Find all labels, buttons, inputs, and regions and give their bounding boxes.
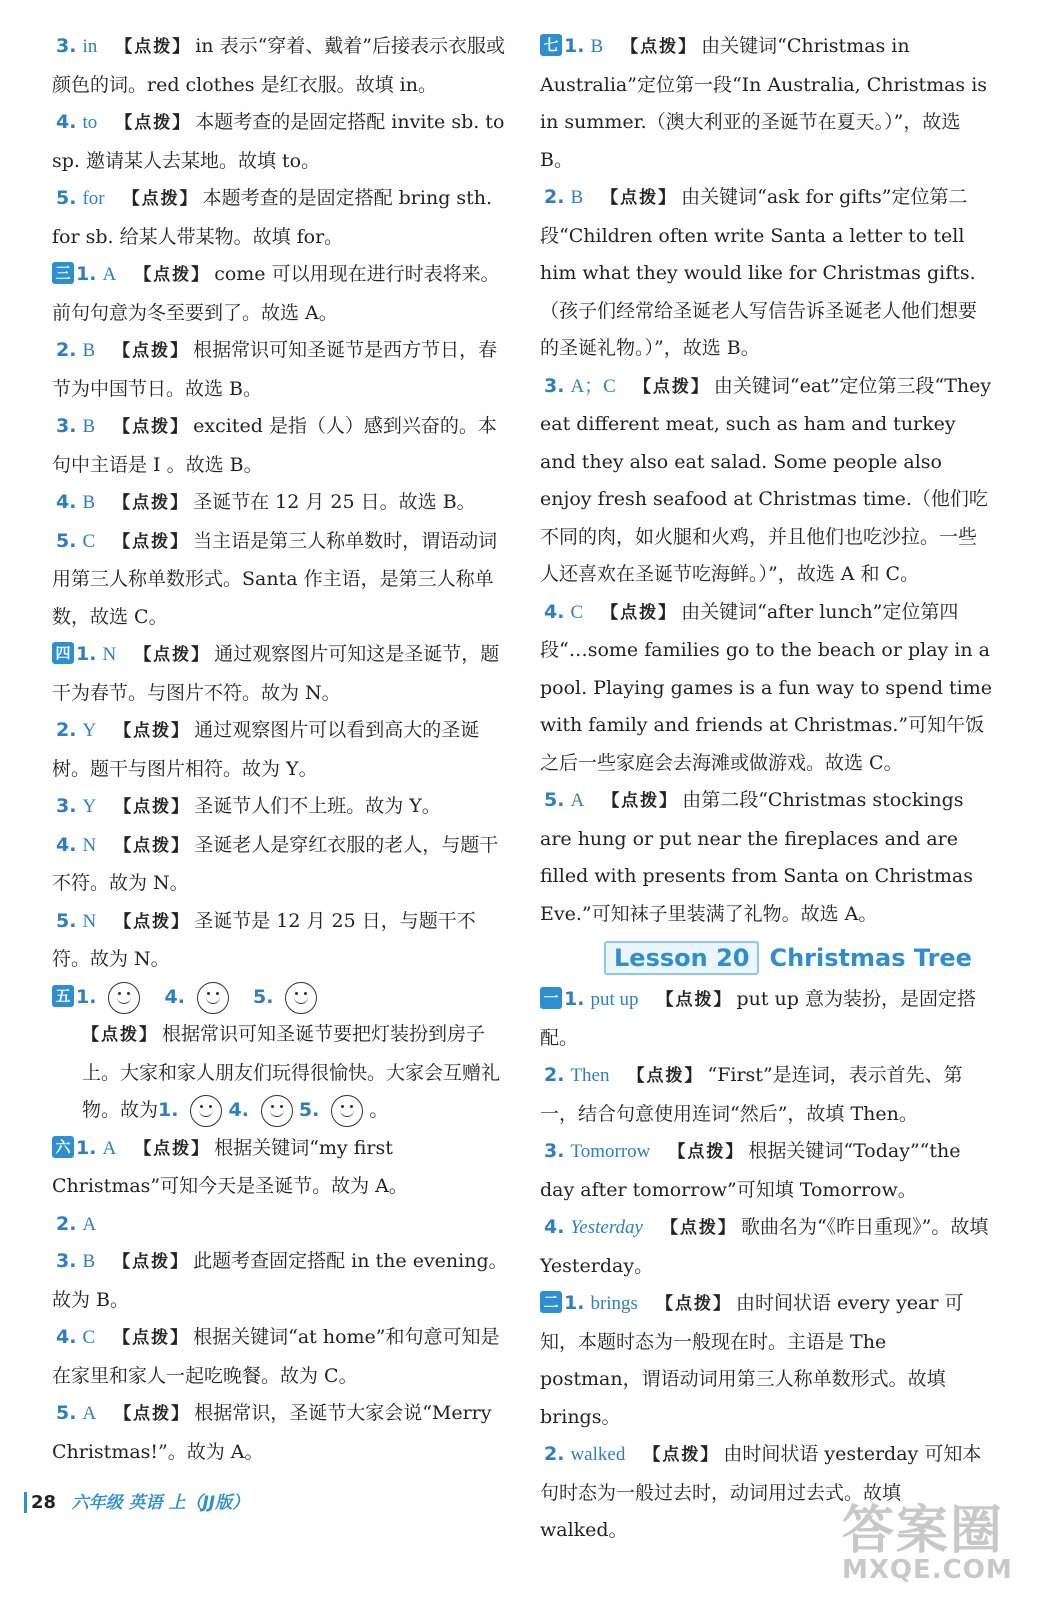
hint-text: 根据关键词“at home”和句意可知是在家里和家人一起吃晚餐。故为 C。 — [52, 1326, 500, 1387]
answer-item — [52, 523, 512, 637]
hint-tag: 【点拨】 — [114, 797, 191, 817]
left-answer-list — [52, 28, 512, 979]
answer-item — [540, 1285, 992, 1436]
hint-text: “First”是连词，表示首先、第一，结合句意使用连词“然后”，故填 Then。 — [540, 1064, 963, 1125]
hint-text: 当主语是第三人称单数时，谓语动词用第三人称单数形式。Santa 作主语，是第三人称单数，故选 C。 — [52, 529, 498, 628]
answer-item — [540, 1133, 992, 1209]
item-number: 3. — [56, 415, 77, 437]
answer-value: N — [82, 910, 97, 932]
item-number: 5. — [56, 187, 77, 209]
smiley-icon — [285, 982, 317, 1014]
hint-text: 圣诞节人们不上班。故为 Y。 — [194, 795, 441, 817]
hint-text: 圣诞老人是穿红衣服的老人，与题干不符。故为 N。 — [52, 833, 499, 894]
section-six-list — [52, 1130, 512, 1472]
answer-item — [540, 1209, 992, 1285]
answer-item — [52, 827, 512, 903]
hint-text: 本题考查的是固定搭配 invite sb. to sp. 邀请某人去某地。故填 to。 — [52, 111, 505, 172]
item-number: 4. — [544, 1216, 565, 1238]
hint-text: 由关键词“Christmas in Australia”定位第一段“In Australia, Christmas is in summer.（澳大利亚的圣诞节在夏天。）”，故选 B。 — [540, 35, 988, 171]
hint-tag: 【点拨】 — [113, 1328, 190, 1348]
answer-value: N — [82, 834, 97, 856]
hint-text: 根据关键词“my first Christmas”可知今天是圣诞节。故为 A。 — [52, 1136, 408, 1197]
item-number: 4. — [56, 1326, 77, 1348]
section-badge: 五 — [52, 985, 74, 1007]
item-number: 2. — [544, 1064, 565, 1086]
item-number: 1. — [564, 988, 585, 1010]
hint-tag: 【点拨】 — [668, 1142, 745, 1162]
hint-tag: 【点拨】 — [113, 531, 190, 552]
hint-tag: 【点拨】 — [113, 1252, 190, 1272]
hint-text: 通过观察图片可以看到高大的圣诞树。题干与图片相符。故为 Y。 — [52, 719, 480, 780]
section-badge: 四 — [52, 642, 74, 664]
answer-item — [540, 1057, 992, 1133]
answer-value: C — [570, 601, 584, 623]
hint-tag: 【点拨】 — [134, 645, 211, 665]
hint-text: in 表示“穿着、戴着”后接表示衣服或颜色的词。red clothes 是红衣服。故填 in。 — [52, 35, 506, 96]
answer-value: for — [82, 188, 105, 209]
item-number: 2. — [544, 186, 565, 208]
hint-tag: 【点拨】 — [114, 911, 191, 932]
hint-text: 根据关键词“Today”“the day after tomorrow”可知填 Tomorrow。 — [540, 1140, 961, 1201]
section-badge: 二 — [540, 1291, 562, 1313]
item-number: 1. — [76, 985, 97, 1008]
section-badge: 一 — [540, 987, 562, 1009]
hint-text: come 可以用现在进行时表将来。前句句意为冬至要到了。故选 A。 — [52, 263, 500, 324]
hint-tag: 【点拨】 — [621, 37, 698, 57]
item-number: 1. — [76, 643, 97, 665]
hint-tag: 【点拨】 — [643, 1445, 720, 1465]
smiley-icon — [108, 982, 140, 1014]
answer-value: B — [82, 492, 96, 513]
hint-tag: 【点拨】 — [601, 188, 678, 208]
hint-text: 本题考查的是固定搭配 bring sth. for sb. 给某人带某物。故填 for。 — [52, 187, 493, 248]
item-number: 1. — [76, 263, 97, 285]
answer-item — [52, 484, 512, 523]
answer-item — [52, 332, 512, 408]
hint-text: 由关键词“ask for gifts”定位第二段“Children often write Santa a letter to tell him what they would like for Christmas gifts.（孩子们经常给圣诞老人写信告诉圣诞老人他们想要的圣诞礼物。）”，故选 B。 — [540, 186, 978, 359]
answer-value: to — [82, 112, 98, 133]
hint-text: put up 意为装扮，是固定搭配。 — [540, 988, 976, 1049]
watermark-logo: 答案圈 — [842, 1501, 1005, 1561]
item-number: 5. — [56, 1402, 77, 1424]
answer-value: A — [570, 790, 585, 811]
item-number: 4. — [56, 491, 77, 513]
answer-item — [52, 636, 512, 712]
watermark — [842, 1488, 1013, 1585]
hint-tag: 【点拨】 — [601, 602, 678, 623]
page-number: 28 — [24, 1492, 56, 1513]
answer-item — [52, 408, 512, 484]
hint-text: 根据常识可知圣诞节是西方节日，春节为中国节日。故选 B。 — [52, 339, 498, 400]
item-number: 1. — [564, 35, 585, 57]
item-number: 5. — [253, 985, 274, 1008]
smiley-icon — [190, 1095, 222, 1127]
hint-tag: 【点拨】 — [114, 1404, 191, 1424]
answer-item — [540, 981, 992, 1057]
answer-item — [540, 179, 992, 368]
hint-tag: 【点拨】 — [134, 265, 211, 285]
hint-text: 通过观察图片可知这是圣诞节，题干为春节。与图片不符。故为 N。 — [52, 643, 500, 704]
answer-value: A — [82, 1403, 97, 1424]
item-number: 3. — [56, 795, 77, 817]
hint-tag: 【点拨】 — [660, 1218, 737, 1238]
hint-tag: 【点拨】 — [115, 37, 192, 57]
answer-value: A；C — [570, 375, 616, 397]
hint-text: 圣诞节是 12 月 25 日，与题干不符。故为 N。 — [52, 909, 476, 970]
answer-value: Y — [82, 720, 97, 741]
answer-value: B — [590, 36, 604, 57]
answer-value: A — [82, 1213, 97, 1235]
item-number: 1. — [564, 1292, 585, 1314]
hint-text: 根据常识可知圣诞节要把灯装扮到房子上。大家和家人朋友们玩得很愉快。大家会互赠礼物。故为 — [82, 1023, 501, 1121]
answer-value: put up — [590, 989, 639, 1010]
hint-tag: 【点拨】 — [113, 341, 190, 361]
item-number: 4. — [56, 833, 77, 856]
lesson-heading — [604, 941, 992, 975]
answer-value: Tomorrow — [570, 1141, 651, 1162]
answer-value: walked — [570, 1444, 626, 1465]
answer-value: Yesterday — [570, 1217, 643, 1238]
item-number: 5. — [56, 909, 77, 932]
section-five: 五 1. 4. 5. 【点拨】 根据常识可知圣诞节要把灯装扮到房子上。大家和家人朋友们玩得很愉快。大家会互赠礼物。故为1. 4. 5. 。 — [52, 979, 512, 1130]
answer-value: B — [570, 187, 584, 208]
hint-tag: 【点拨】 — [656, 990, 733, 1010]
answer-value: C — [82, 530, 96, 552]
hint-text: 歌曲名为“《昨日重现》”。故填 Yesterday。 — [540, 1216, 989, 1277]
answer-value: A — [102, 264, 117, 285]
hint-tag: 【点拨】 — [113, 493, 190, 513]
smiley-icon — [197, 982, 229, 1014]
hint-tag: 【点拨】 — [115, 113, 192, 133]
answer-item — [52, 1319, 512, 1395]
answer-value: A — [102, 1137, 117, 1159]
section-badge: 三 — [52, 262, 74, 284]
answer-item — [52, 1395, 512, 1471]
answer-value: B — [82, 340, 96, 361]
hint-tag: 【点拨】 — [82, 1025, 158, 1045]
right-answer-list — [540, 28, 992, 933]
hint-text: excited 是指（人）感到兴奋的。本句中主语是 I 。故选 B。 — [52, 415, 497, 476]
answer-item — [540, 782, 992, 933]
item-number: 5. — [56, 529, 77, 552]
hint-text: 由时间状语 yesterday 可知本句时态为一般过去时，动词用过去式。故填 walked。 — [540, 1443, 982, 1541]
answer-item — [52, 180, 512, 256]
answer-value: brings — [590, 1293, 638, 1314]
hint-text: 由关键词“eat”定位第三段“They eat different meat, such as ham and turkey and they also eat salad. Some people also enjoy fresh seafood at Christmas time.（他们吃不同的肉，如火腿和火鸡，并且他们也吃沙拉。一些人还喜欢在圣诞节吃海鲜。）”，故选 A 和 C。 — [540, 374, 992, 585]
hint-tag: 【点拨】 — [114, 835, 191, 856]
answer-item — [52, 28, 512, 104]
item-number: 5. — [544, 789, 565, 811]
item-number: 1. — [76, 1136, 97, 1159]
answer-item — [52, 788, 512, 827]
right-column — [540, 28, 992, 1550]
item-number: 2. — [56, 719, 77, 741]
hint-text: 此题考查固定搭配 in the evening。故为 B。 — [52, 1250, 508, 1311]
item-number: 3. — [56, 35, 77, 57]
section-badge: 六 — [52, 1136, 74, 1158]
hint-tag: 【点拨】 — [134, 1138, 211, 1159]
item-number: 4. — [164, 985, 185, 1008]
book-title: 六年级 英语 上（JJ版） — [71, 1493, 250, 1513]
watermark-url: MXQE.COM — [842, 1555, 1013, 1585]
item-number: 2. — [56, 1212, 77, 1235]
answer-item — [540, 28, 992, 179]
section-badge: 七 — [540, 34, 562, 56]
answer-item — [52, 1206, 512, 1244]
hint-tag: 【点拨】 — [602, 791, 679, 811]
item-number: 3. — [544, 374, 565, 397]
answer-item — [540, 594, 992, 783]
hint-text: 圣诞节在 12 月 25 日。故选 B。 — [193, 491, 476, 513]
hint-text: 根据常识，圣诞节大家会说“Merry Christmas!”。故为 A。 — [52, 1402, 492, 1463]
answer-value: B — [82, 416, 96, 437]
item-number: 2. — [544, 1443, 565, 1465]
hint-tag: 【点拨】 — [122, 189, 199, 209]
hint-tag: 【点拨】 — [627, 1066, 704, 1086]
answer-item — [52, 104, 512, 180]
lesson-title: Christmas Tree — [769, 944, 972, 972]
item-number: 3. — [544, 1140, 565, 1162]
answer-item — [52, 1243, 512, 1319]
smiley-icon — [331, 1095, 363, 1127]
item-number: 4. — [56, 111, 77, 133]
hint-tag: 【点拨】 — [113, 417, 190, 437]
hint-text: 由时间状语 every year 可知，本题时态为一般现在时。主语是 The postman，谓语动词用第三人称单数形式。故填 brings。 — [540, 1292, 964, 1428]
answer-value: Y — [82, 796, 97, 817]
lesson-answer-list — [540, 981, 992, 1550]
lesson-badge: Lesson 20 — [604, 941, 759, 975]
answer-item — [540, 368, 992, 594]
hint-tag: 【点拨】 — [114, 721, 191, 741]
left-column — [52, 28, 512, 1471]
smiley-icon — [261, 1095, 293, 1127]
hint-text: 由第二段“Christmas stockings are hung or put near the fireplaces and are filled with presents from Santa on Christmas Eve.”可知袜子里装满了礼物。故选 A。 — [540, 789, 973, 925]
answer-item — [52, 256, 512, 332]
answer-value: Then — [570, 1065, 610, 1086]
page-footer — [24, 1488, 249, 1513]
item-number: 4. — [544, 600, 565, 623]
item-number: 3. — [56, 1250, 77, 1272]
hint-tag: 【点拨】 — [655, 1294, 732, 1314]
answer-item — [52, 712, 512, 788]
answer-value: C — [82, 1327, 96, 1348]
hint-text: 由关键词“after lunch”定位第四段“…some families go to the beach or play in a pool. Playing games is a fun way to spend time with family and friends at Christmas.”可知午饭之后一些家庭会去海滩或做游戏。故选 C。 — [540, 600, 993, 774]
answer-value: B — [82, 1251, 96, 1272]
answer-item — [52, 903, 512, 979]
answer-item — [52, 1130, 512, 1206]
answer-value: in — [82, 36, 98, 57]
hint-tag: 【点拨】 — [633, 376, 710, 397]
item-number: 2. — [56, 339, 77, 361]
answer-value: N — [102, 644, 117, 665]
